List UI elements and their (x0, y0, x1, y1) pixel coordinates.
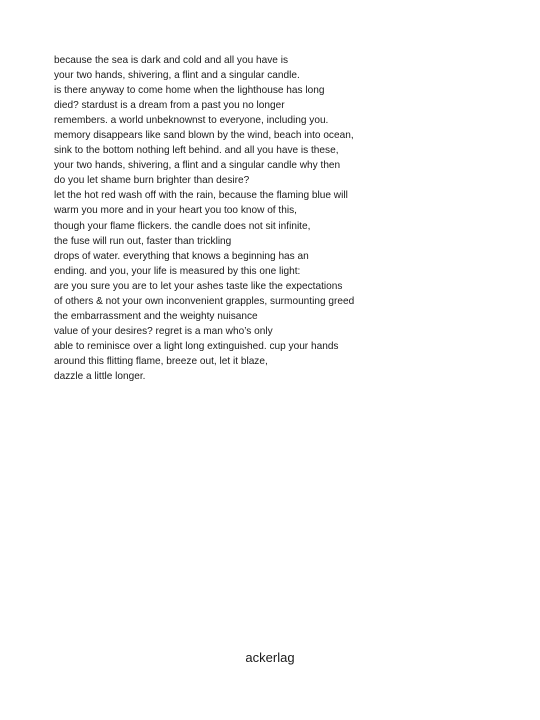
poem-line: died? stardust is a dream from a past you no longer (54, 100, 285, 112)
poem-line: remembers. a world unbeknownst to everyone, including you. (54, 115, 329, 127)
poem-line: the fuse will run out, faster than trickling (54, 235, 232, 247)
poem-line: warm you more and in your heart you too know of this, (54, 205, 297, 217)
poem-line: are you sure you are to let your ashes taste like the expectations (54, 280, 343, 292)
poem-line: value of your desires? regret is a man who’s only (54, 325, 273, 337)
poem-line: of others & not your own inconvenient grapples, surmounting greed (54, 295, 355, 307)
poem-line: the embarrassment and the weighty nuisance (54, 310, 258, 322)
poem-line: let the hot red wash off with the rain, because the flaming blue will (54, 190, 348, 202)
poem-line: around this flitting flame, breeze out, let it blaze, (54, 355, 268, 367)
poem-line: your two hands, shivering, a flint and a singular candle why then (54, 160, 341, 172)
poem-line: dazzle a little longer. (54, 370, 146, 382)
poem-line: ending. and you, your life is measured by this one light: (54, 265, 301, 277)
poem-line: because the sea is dark and cold and all you have is (54, 55, 288, 66)
poem-line: sink to the bottom nothing left behind. and all you have is these, (54, 145, 339, 157)
poem-line: memory disappears like sand blown by the wind, beach into ocean, (54, 130, 354, 142)
poem-line: drops of water. everything that knows a beginning has an (54, 250, 309, 262)
author-signature: ackerlag (245, 650, 295, 665)
poem-body (54, 53, 494, 384)
poem-line: though your flame flickers. the candle does not sit infinite, (54, 220, 311, 232)
poem-line: is there anyway to come home when the lighthouse has long (54, 85, 325, 97)
poem-line: able to reminisce over a light long extinguished. cup your hands (54, 340, 339, 352)
poem-line: do you let shame burn brighter than desire? (54, 175, 250, 187)
poem-line: your two hands, shivering, a flint and a singular candle. (54, 70, 300, 82)
